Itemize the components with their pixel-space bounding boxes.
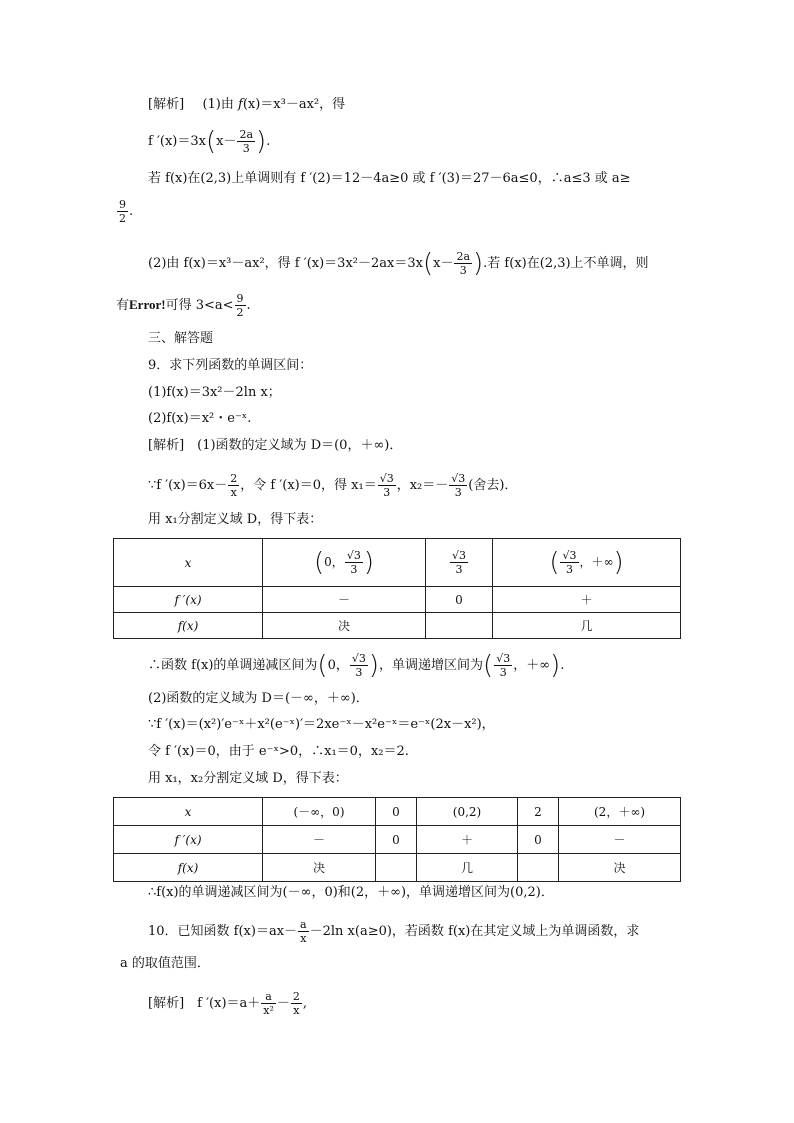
text: 有 (116, 298, 130, 313)
text: f (238, 97, 243, 112)
fraction (235, 292, 246, 319)
fraction (454, 250, 472, 277)
table-cell (376, 854, 417, 882)
table-row (114, 826, 681, 854)
text: ，x₂＝－ (396, 478, 449, 493)
table-cell: f(x) (114, 613, 263, 639)
table-cell (518, 854, 559, 882)
text: [解析] (1)函数的定义域为 D＝(0，＋∞)． (148, 438, 403, 453)
text: (2)函数的定义域为 D＝(－∞，＋∞)． (148, 691, 369, 706)
table-cell: x (114, 798, 263, 826)
problem-9-title (148, 357, 312, 375)
solution-line-6 (116, 292, 251, 319)
text: f ′(x)＝3x (148, 134, 206, 149)
table-cell: － (559, 826, 681, 854)
table-cell: f ′(x) (114, 587, 263, 613)
table-cell: 几 (417, 854, 518, 882)
text: 可得 3<a< (165, 298, 234, 313)
numerator: a (300, 918, 307, 931)
text: . (129, 204, 134, 219)
table-cell: ＋ (417, 826, 518, 854)
table-cell: 决 (263, 613, 426, 639)
text: x－ (433, 256, 454, 271)
problem-9-analysis (148, 437, 402, 455)
problem-9-derivative-line (148, 472, 517, 499)
problem-10-statement-cont (120, 955, 210, 973)
fraction (291, 990, 302, 1017)
text: (x)＝x³－ax²，得 (242, 97, 346, 112)
numerator: √3 (346, 549, 361, 562)
left-paren: ( (205, 126, 217, 157)
fraction (117, 198, 128, 225)
text: .若 f(x)在(2,3)上不单调，则 (483, 256, 649, 271)
text: [解析] f ′(x)＝a＋ (148, 996, 261, 1011)
problem-10-analysis (148, 990, 307, 1017)
text: ，＋∞ (579, 555, 614, 569)
right-paren: ) (363, 547, 374, 578)
text: . (560, 658, 565, 673)
text: 10．已知函数 f(x)＝ax－ (148, 924, 298, 939)
text: (舍去)． (468, 478, 518, 493)
table-2-conclusion (148, 884, 554, 902)
text: x－ (216, 134, 237, 149)
left-paren: ( (422, 248, 434, 279)
left-paren: ( (314, 547, 325, 578)
text: 9．求下列函数的单调区间： (148, 358, 313, 373)
right-paren: ) (613, 547, 624, 578)
text: 用 x₁分割定义域 D，得下表： (148, 512, 323, 527)
text: ∴函数 f(x)的单调递减区间为 (148, 658, 318, 673)
right-paren: ) (550, 650, 561, 681)
denominator: 3 (383, 486, 391, 499)
table-cell: (0,2) (417, 798, 518, 826)
table-row (114, 587, 681, 613)
table-row (114, 613, 681, 639)
text: ∵f ′(x)＝6x－ (148, 478, 228, 493)
table-row (114, 798, 681, 826)
denominator: 2 (236, 306, 244, 319)
denominator: 3 (355, 666, 363, 679)
table-cell (493, 539, 681, 587)
problem-9-part-2 (148, 410, 251, 428)
fraction (560, 549, 578, 576)
table-cell: f ′(x) (114, 826, 263, 854)
numerator: √3 (351, 652, 366, 665)
numerator: 9 (236, 292, 244, 305)
denominator: x (293, 1004, 300, 1017)
text: ，单调递增区间为 (379, 658, 484, 673)
text: (2)由 f(x)＝x³－ax²，得 f ′(x)＝3x²－2ax＝3x (148, 256, 423, 271)
table-cell: 0 (376, 826, 417, 854)
section-heading (148, 330, 213, 348)
numerator: √3 (451, 472, 466, 485)
denominator: 3 (242, 142, 250, 155)
text: . (266, 134, 271, 149)
problem-9-part-1 (148, 384, 281, 402)
text: － (276, 996, 290, 1011)
denominator: 3 (565, 563, 573, 576)
table-row (114, 539, 681, 587)
text: (1)由 (202, 97, 238, 112)
text: (1)f(x)＝3x²－2ln x； (148, 385, 281, 400)
table-1-conclusion (148, 652, 564, 679)
fraction (261, 990, 276, 1017)
table-cell (426, 613, 493, 639)
left-paren: ( (317, 650, 328, 681)
solution-line-5 (148, 250, 649, 277)
fraction (237, 128, 255, 155)
table-cell (263, 539, 426, 587)
denominator: 3 (454, 486, 462, 499)
table-cell (426, 539, 493, 587)
denominator: 3 (455, 563, 463, 576)
fraction (378, 472, 396, 499)
error-marker: Error! (129, 297, 166, 312)
text: a 的取值范围． (120, 956, 210, 971)
table-cell: f(x) (114, 854, 263, 882)
table-cell: 0 (518, 826, 559, 854)
solution-line-2 (148, 128, 270, 155)
left-paren: ( (483, 650, 494, 681)
text: 0， (324, 555, 344, 569)
text: . (246, 298, 251, 313)
solution-line-1 (148, 96, 345, 114)
table-cell: － (263, 826, 376, 854)
table-cell: (2，＋∞) (559, 798, 681, 826)
fraction (494, 652, 512, 679)
denominator: x² (263, 1004, 274, 1017)
numerator: a (261, 990, 276, 1004)
fraction (450, 549, 468, 576)
part-2-domain (148, 690, 369, 708)
table-row (114, 854, 681, 882)
table-cell: － (263, 587, 426, 613)
text: 令 f ′(x)＝0，由于 e⁻ˣ>0，∴x₁＝0，x₂＝2. (148, 744, 409, 759)
right-paren: ) (473, 248, 484, 279)
table-cell: 0 (376, 798, 417, 826)
text: (2)f(x)＝x²・e⁻ˣ. (148, 411, 252, 426)
denominator: 3 (459, 264, 467, 277)
denominator: 2 (119, 212, 126, 225)
table-cell: (－∞，0) (263, 798, 376, 826)
fraction (228, 472, 239, 499)
part-2-derivative (148, 716, 495, 734)
table-cell: 2 (518, 798, 559, 826)
problem-10-statement (148, 918, 639, 945)
text: ∵f ′(x)＝(x²)′e⁻ˣ＋x²(e⁻ˣ)′＝2xe⁻ˣ－x²e⁻ˣ＝e⁻ˣ(2x－x²)， (148, 717, 495, 732)
left-paren: ( (549, 547, 560, 578)
analysis-label: [解析] (148, 97, 185, 112)
numerator: 2a (239, 128, 254, 141)
numerator: 9 (119, 198, 126, 211)
text: ∴f(x)的单调递减区间为(－∞，0)和(2，＋∞)，单调递增区间为(0,2)． (148, 885, 554, 900)
fraction (350, 652, 368, 679)
solution-line-3 (148, 170, 631, 188)
numerator: 2 (230, 472, 238, 485)
monotonicity-table-1 (113, 538, 681, 639)
right-paren: ) (256, 126, 267, 157)
part-2-zeros (148, 743, 409, 761)
numerator: 2a (456, 250, 471, 263)
denominator: x (230, 486, 237, 499)
fraction (298, 918, 309, 945)
denominator: 3 (350, 563, 358, 576)
table-2-intro (148, 770, 348, 788)
table-cell: 0 (426, 587, 493, 613)
right-paren: ) (368, 650, 380, 681)
text: 若 f(x)在(2,3)上单调则有 f ′(2)＝12－4a≥0 或 f ′(3)＝27－6a≤0，∴a≤3 或 a≥ (148, 171, 631, 186)
denominator: 3 (499, 666, 507, 679)
text: 用 x₁，x₂分割定义域 D，得下表： (148, 771, 348, 786)
text: 0， (327, 658, 349, 673)
text: ，令 f ′(x)＝0，得 x₁＝ (240, 478, 377, 493)
solution-line-4 (116, 198, 133, 225)
table-cell: ＋ (493, 587, 681, 613)
fraction (449, 472, 467, 499)
table-cell: 几 (493, 613, 681, 639)
numerator: √3 (379, 472, 394, 485)
denominator: x (300, 932, 307, 945)
fraction (345, 549, 363, 576)
text: －2ln x(a≥0)，若函数 f(x)在其定义域上为单调函数，求 (309, 924, 640, 939)
numerator: 2 (292, 990, 300, 1003)
table-cell: x (114, 539, 263, 587)
table-cell: 决 (263, 854, 376, 882)
monotonicity-table-2 (113, 797, 681, 882)
numerator: √3 (496, 652, 511, 665)
text: , (302, 996, 308, 1011)
table-cell: 决 (559, 854, 681, 882)
table-1-intro (148, 511, 322, 529)
text: ，＋∞ (513, 658, 551, 673)
numerator: √3 (562, 549, 577, 562)
text: 三、解答题 (148, 331, 214, 346)
numerator: √3 (451, 549, 466, 562)
